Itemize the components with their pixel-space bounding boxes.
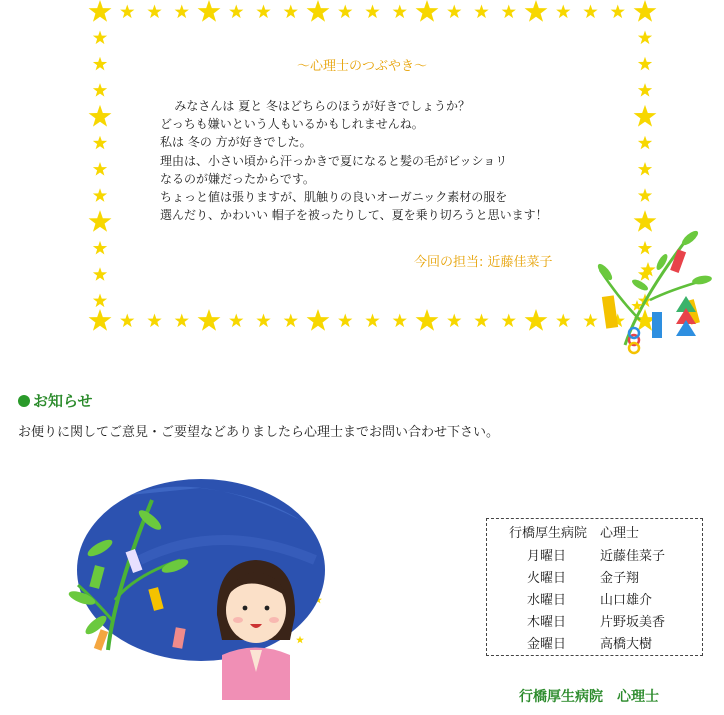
schedule-name: 金子翔	[600, 571, 640, 586]
frame-star-icon	[307, 309, 330, 331]
frame-star-icon	[120, 5, 134, 19]
frame-star-icon	[293, 566, 301, 574]
frame-star-icon	[307, 0, 330, 22]
frame-star-icon	[89, 309, 112, 331]
frame-star-icon	[201, 596, 209, 604]
frame-star-icon	[147, 5, 161, 19]
frame-star-icon	[93, 83, 107, 97]
column-line: どっちも嫌いという人もいるかもしれませんね。	[160, 117, 424, 132]
frame-star-icon	[228, 521, 236, 529]
frame-star-icon	[634, 309, 657, 331]
frame-star-icon	[638, 31, 652, 45]
frame-star-icon	[258, 548, 266, 556]
frame-star-icon	[93, 267, 107, 281]
frame-star-icon	[89, 210, 112, 232]
frame-star-icon	[175, 5, 189, 19]
frame-star-icon	[502, 314, 516, 328]
column-line: 私は 冬の 方が好きでした。	[160, 135, 312, 150]
frame-star-icon	[209, 628, 217, 636]
schedule-day: 火曜日	[527, 571, 567, 586]
frame-star-icon	[93, 188, 107, 202]
frame-star-icon	[289, 524, 297, 532]
frame-star-icon	[93, 294, 107, 308]
frame-star-icon	[611, 5, 625, 19]
schedule-row	[527, 589, 707, 608]
frame-star-icon	[164, 614, 172, 622]
frame-star-icon	[416, 309, 439, 331]
frame-star-icon	[284, 5, 298, 19]
schedule-name: 近藤佳菜子	[600, 549, 666, 564]
column-line: なるのが嫌だったからです。	[160, 171, 315, 186]
footer-signature: 行橋厚生病院 心理士	[519, 689, 659, 705]
frame-star-icon	[525, 0, 548, 22]
frame-star-icon	[447, 5, 461, 19]
frame-star-icon	[474, 5, 488, 19]
frame-star-icon	[158, 488, 166, 496]
frame-star-icon	[229, 5, 243, 19]
frame-star-icon	[638, 188, 652, 202]
column-line: 選んだり、かわいい 帽子を被ったりして、夏を乗り切ろうと思います！	[160, 208, 548, 223]
schedule-row	[527, 567, 707, 586]
frame-star-icon	[296, 636, 304, 644]
schedule-day: 金曜日	[527, 637, 567, 652]
schedule-row	[527, 633, 707, 652]
frame-star-icon	[583, 5, 597, 19]
frame-star-icon	[447, 314, 461, 328]
frame-star-icon	[93, 31, 107, 45]
frame-star-icon	[583, 314, 597, 328]
frame-star-icon	[256, 314, 270, 328]
schedule-row	[527, 545, 707, 564]
frame-star-icon	[638, 83, 652, 97]
notice-heading-label: お知らせ	[33, 392, 93, 410]
frame-star-icon	[222, 544, 230, 552]
frame-star-icon	[175, 314, 189, 328]
schedule-day: 木曜日	[527, 615, 567, 630]
frame-star-icon	[198, 309, 221, 331]
frame-star-icon	[93, 136, 107, 150]
column-author: 今回の担当: 近藤佳菜子	[414, 255, 553, 270]
frame-star-icon	[338, 5, 352, 19]
frame-star-icon	[502, 5, 516, 19]
tanabata-girl-illustration	[67, 479, 325, 700]
frame-star-icon	[416, 0, 439, 22]
frame-star-icon	[365, 314, 379, 328]
frame-star-icon	[93, 162, 107, 176]
schedule-day: 月曜日	[527, 549, 567, 564]
frame-star-icon	[93, 241, 107, 255]
frame-star-icon	[634, 210, 657, 232]
frame-star-icon	[393, 5, 407, 19]
frame-star-icon	[338, 314, 352, 328]
frame-star-icon	[256, 5, 270, 19]
frame-star-icon	[365, 5, 379, 19]
frame-star-icon	[136, 526, 144, 534]
staff-schedule-box	[486, 518, 703, 656]
column-line: ちょっと値は張りますが、肌触りの良いオーガニック素材の服を	[160, 190, 508, 205]
column-body	[160, 97, 620, 224]
staff-box-title: 行橋厚生病院 心理士	[509, 526, 640, 541]
schedule-day: 水曜日	[527, 593, 567, 608]
frame-star-icon	[638, 241, 652, 255]
bamboo-decoration-icon	[596, 229, 713, 353]
schedule-name: 山口雄介	[600, 593, 653, 608]
schedule-row	[527, 611, 707, 630]
frame-star-icon	[186, 534, 194, 542]
notice-text: お便りに関してご意見・ご要望などありましたら心理士までお問い合わせ下さい。	[18, 425, 500, 440]
frame-star-icon	[284, 314, 298, 328]
frame-star-icon	[638, 294, 652, 308]
frame-star-icon	[198, 0, 221, 22]
column-line: 理由は、小さい頃から汗っかきで夏になると髪の毛がビッショリ	[160, 153, 508, 168]
schedule-name: 片野坂美香	[600, 615, 666, 630]
frame-star-icon	[611, 314, 625, 328]
frame-star-icon	[393, 314, 407, 328]
frame-star-icon	[89, 0, 112, 22]
frame-star-icon	[314, 596, 322, 604]
bullet-dot-icon	[18, 395, 30, 407]
frame-star-icon	[634, 0, 657, 22]
frame-star-icon	[474, 314, 488, 328]
frame-star-icon	[147, 314, 161, 328]
frame-star-icon	[634, 105, 657, 127]
frame-star-icon	[229, 314, 243, 328]
frame-star-icon	[638, 267, 652, 281]
frame-star-icon	[120, 314, 134, 328]
schedule-name: 高橋大樹	[600, 637, 653, 652]
column-line: みなさんは 夏と 冬はどちらのほうが好きでしょうか？	[174, 99, 471, 113]
frame-star-icon	[204, 504, 212, 512]
frame-star-icon	[556, 5, 570, 19]
frame-star-icon	[556, 314, 570, 328]
notice-heading	[18, 390, 93, 411]
frame-star-icon	[638, 136, 652, 150]
frame-star-icon	[89, 105, 112, 127]
column-title: ～心理士のつぶやき～	[296, 59, 427, 74]
frame-star-icon	[232, 490, 240, 498]
frame-star-icon	[638, 162, 652, 176]
frame-star-icon	[264, 502, 272, 510]
frame-star-icon	[525, 309, 548, 331]
